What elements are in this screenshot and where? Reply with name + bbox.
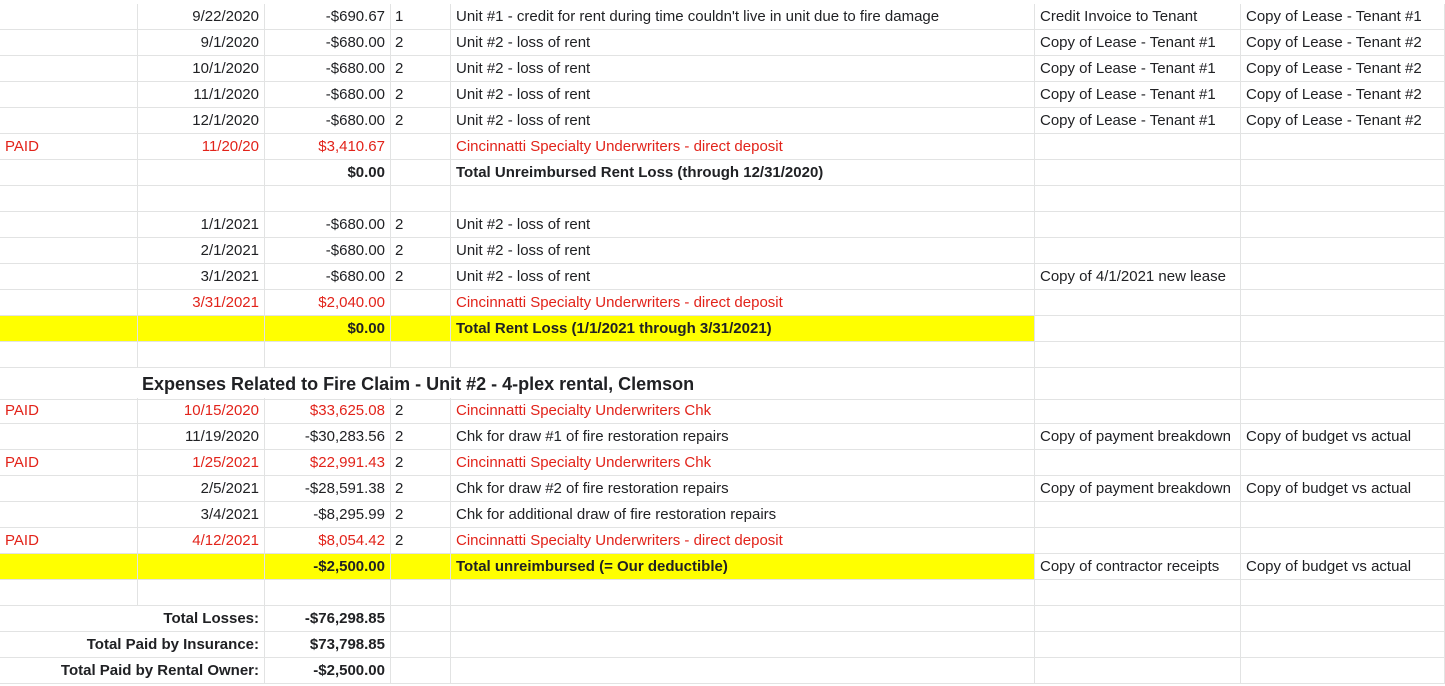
cell-amount[interactable]: -$680.00 bbox=[265, 264, 391, 290]
cell-date[interactable]: 1/1/2021 bbox=[138, 212, 265, 238]
cell-description[interactable]: Cincinnatti Specialty Underwriters - direct deposit bbox=[451, 134, 1035, 160]
paid-status[interactable]: PAID bbox=[0, 398, 138, 424]
cell-document-2[interactable] bbox=[1241, 238, 1445, 264]
cell-a[interactable] bbox=[0, 580, 138, 606]
cell-document-1[interactable] bbox=[1035, 316, 1241, 342]
table-row bbox=[0, 4, 1445, 30]
cell-unit[interactable] bbox=[391, 186, 451, 212]
cell-description[interactable] bbox=[451, 580, 1035, 606]
cell-a[interactable] bbox=[0, 30, 138, 56]
cell-unit[interactable] bbox=[391, 134, 451, 160]
subtotal-amount[interactable]: $0.00 bbox=[265, 160, 391, 186]
cell-unit[interactable] bbox=[391, 316, 451, 342]
cell-amount[interactable] bbox=[265, 580, 391, 606]
cell-description[interactable]: Unit #2 - loss of rent bbox=[451, 238, 1035, 264]
cell-unit[interactable] bbox=[391, 554, 451, 580]
cell-date[interactable]: 9/1/2020 bbox=[138, 30, 265, 56]
cell-amount[interactable]: $3,410.67 bbox=[265, 134, 391, 160]
cell-unit[interactable] bbox=[391, 290, 451, 316]
cell-document-2[interactable]: Copy of Lease - Tenant #2 bbox=[1241, 108, 1445, 134]
cell-unit[interactable]: 2 bbox=[391, 82, 451, 108]
total-paid-owner-value[interactable]: -$2,500.00 bbox=[265, 658, 391, 684]
cell-document-1[interactable]: Copy of Lease - Tenant #1 bbox=[1035, 30, 1241, 56]
cell-document-2[interactable] bbox=[1241, 290, 1445, 316]
cell-document-1[interactable] bbox=[1035, 342, 1241, 368]
cell-a[interactable] bbox=[0, 186, 138, 212]
cell-date[interactable] bbox=[138, 316, 265, 342]
cell-document-2[interactable] bbox=[1241, 450, 1445, 476]
cell-document-1[interactable]: Copy of payment breakdown bbox=[1035, 476, 1241, 502]
cell-document-1[interactable]: Credit Invoice to Tenant bbox=[1035, 4, 1241, 30]
section-heading: Expenses Related to Fire Claim - Unit #2 - 4-plex rental, Clemson bbox=[142, 373, 695, 394]
total-label-text: Total Paid by Rental Owner: bbox=[60, 662, 259, 679]
cell-a[interactable] bbox=[0, 316, 138, 342]
cell-document-1[interactable] bbox=[1035, 238, 1241, 264]
cell-unit[interactable]: 2 bbox=[391, 502, 451, 528]
cell-document-2[interactable] bbox=[1241, 316, 1445, 342]
cell-document-2[interactable]: Copy of Lease - Tenant #2 bbox=[1241, 56, 1445, 82]
cell-date[interactable]: 4/12/2021 bbox=[138, 528, 265, 554]
cell-document-2[interactable] bbox=[1241, 580, 1445, 606]
cell-document-2[interactable] bbox=[1241, 606, 1445, 632]
cell-amount[interactable]: -$690.67 bbox=[265, 4, 391, 30]
cell-document-2[interactable]: Copy of budget vs actual bbox=[1241, 424, 1445, 450]
cell-date[interactable]: 11/1/2020 bbox=[138, 82, 265, 108]
cell-amount[interactable]: -$680.00 bbox=[265, 212, 391, 238]
cell-document-2[interactable] bbox=[1241, 186, 1445, 212]
cell-document-1[interactable] bbox=[1035, 160, 1241, 186]
paid-status[interactable]: PAID bbox=[0, 134, 138, 160]
total-paid-insurance-label[interactable] bbox=[0, 632, 265, 658]
cell-description[interactable]: Unit #2 - loss of rent bbox=[451, 56, 1035, 82]
cell-description[interactable]: Chk for draw #2 of fire restoration repairs bbox=[451, 476, 1035, 502]
cell-amount[interactable]: $2,040.00 bbox=[265, 290, 391, 316]
cell-description[interactable]: Unit #2 - loss of rent bbox=[451, 264, 1035, 290]
cell-description[interactable]: Chk for draw #1 of fire restoration repairs bbox=[451, 424, 1035, 450]
cell-description[interactable] bbox=[451, 606, 1035, 632]
table-row bbox=[0, 502, 1445, 528]
cell-description[interactable]: Unit #2 - loss of rent bbox=[451, 30, 1035, 56]
cell-unit[interactable] bbox=[391, 606, 451, 632]
table-row bbox=[0, 186, 1445, 212]
table-row bbox=[0, 450, 1445, 476]
cell-description[interactable] bbox=[451, 632, 1035, 658]
cell-unit[interactable] bbox=[391, 632, 451, 658]
cell-description[interactable]: Cincinnatti Specialty Underwriters - direct deposit bbox=[451, 290, 1035, 316]
cell-date[interactable]: 10/15/2020 bbox=[138, 398, 265, 424]
cell-date[interactable] bbox=[138, 160, 265, 186]
total-losses-label[interactable] bbox=[0, 606, 265, 632]
cell-document-1[interactable] bbox=[1035, 290, 1241, 316]
cell-date[interactable]: 3/4/2021 bbox=[138, 502, 265, 528]
cell-a[interactable] bbox=[0, 368, 138, 400]
cell-unit[interactable]: 2 bbox=[391, 212, 451, 238]
cell-document-1[interactable] bbox=[1035, 368, 1241, 400]
cell-document-2[interactable] bbox=[1241, 160, 1445, 186]
cell-unit[interactable]: 2 bbox=[391, 56, 451, 82]
cell-document-1[interactable] bbox=[1035, 632, 1241, 658]
cell-date[interactable] bbox=[138, 554, 265, 580]
cell-a[interactable] bbox=[0, 502, 138, 528]
cell-document-1[interactable] bbox=[1035, 658, 1241, 684]
cell-date[interactable] bbox=[138, 342, 265, 368]
cell-a[interactable] bbox=[0, 476, 138, 502]
cell-description[interactable]: Cincinnatti Specialty Underwriters Chk bbox=[451, 450, 1035, 476]
table-row bbox=[0, 134, 1445, 160]
cell-document-1[interactable] bbox=[1035, 186, 1241, 212]
subtotal-label[interactable]: Total Unreimbursed Rent Loss (through 12/31/2020) bbox=[451, 160, 1035, 186]
table-row bbox=[0, 476, 1445, 502]
paid-status[interactable]: PAID bbox=[0, 528, 138, 554]
table-row bbox=[0, 160, 1445, 186]
cell-document-2[interactable] bbox=[1241, 502, 1445, 528]
cell-date[interactable]: 12/1/2020 bbox=[138, 108, 265, 134]
cell-document-1[interactable]: Copy of Lease - Tenant #1 bbox=[1035, 82, 1241, 108]
section-heading-row bbox=[0, 368, 1445, 400]
cell-a[interactable] bbox=[0, 342, 138, 368]
cell-document-2[interactable] bbox=[1241, 658, 1445, 684]
cell-date[interactable]: 3/31/2021 bbox=[138, 290, 265, 316]
cell-date[interactable]: 2/5/2021 bbox=[138, 476, 265, 502]
cell-amount[interactable] bbox=[265, 342, 391, 368]
cell-document-2[interactable] bbox=[1241, 134, 1445, 160]
cell-date[interactable]: 1/25/2021 bbox=[138, 450, 265, 476]
cell-document-2[interactable]: Copy of Lease - Tenant #1 bbox=[1241, 4, 1445, 30]
cell-description[interactable] bbox=[451, 186, 1035, 212]
cell-a[interactable] bbox=[0, 238, 138, 264]
cell-amount[interactable]: -$680.00 bbox=[265, 108, 391, 134]
cell-document-1[interactable] bbox=[1035, 502, 1241, 528]
cell-description[interactable] bbox=[451, 658, 1035, 684]
cell-document-2[interactable] bbox=[1241, 398, 1445, 424]
cell-amount[interactable]: $33,625.08 bbox=[265, 398, 391, 424]
table-row bbox=[0, 316, 1445, 342]
cell-unit[interactable]: 2 bbox=[391, 264, 451, 290]
cell-unit[interactable]: 1 bbox=[391, 4, 451, 30]
cell-a[interactable] bbox=[0, 56, 138, 82]
totals-row bbox=[0, 606, 1445, 632]
table-row bbox=[0, 398, 1445, 424]
cell-unit[interactable]: 2 bbox=[391, 476, 451, 502]
table-row bbox=[0, 424, 1445, 450]
cell-description[interactable]: Unit #2 - loss of rent bbox=[451, 212, 1035, 238]
cell-a[interactable] bbox=[0, 264, 138, 290]
cell-unit[interactable]: 2 bbox=[391, 108, 451, 134]
cell-a[interactable] bbox=[0, 108, 138, 134]
table-row bbox=[0, 212, 1445, 238]
cell-document-1[interactable]: Copy of Lease - Tenant #1 bbox=[1035, 108, 1241, 134]
table-row bbox=[0, 528, 1445, 554]
totals-row bbox=[0, 632, 1445, 658]
cell-document-1[interactable] bbox=[1035, 134, 1241, 160]
subtotal-amount[interactable]: $0.00 bbox=[265, 316, 391, 342]
cell-document-1[interactable] bbox=[1035, 606, 1241, 632]
cell-date[interactable]: 9/22/2020 bbox=[138, 4, 265, 30]
cell-amount[interactable]: $22,991.43 bbox=[265, 450, 391, 476]
cell-description[interactable]: Cincinnatti Specialty Underwriters Chk bbox=[451, 398, 1035, 424]
cell-document-2[interactable]: Copy of budget vs actual bbox=[1241, 476, 1445, 502]
cell-unit[interactable] bbox=[391, 658, 451, 684]
cell-unit[interactable]: 2 bbox=[391, 424, 451, 450]
cell-date[interactable]: 2/1/2021 bbox=[138, 238, 265, 264]
cell-a[interactable] bbox=[0, 82, 138, 108]
cell-date[interactable] bbox=[138, 580, 265, 606]
cell-date[interactable]: 3/1/2021 bbox=[138, 264, 265, 290]
table-row bbox=[0, 264, 1445, 290]
cell-a[interactable] bbox=[0, 554, 138, 580]
cell-amount[interactable]: -$30,283.56 bbox=[265, 424, 391, 450]
cell-amount[interactable] bbox=[265, 186, 391, 212]
cell-document-1[interactable] bbox=[1035, 398, 1241, 424]
cell-description[interactable]: Cincinnatti Specialty Underwriters - direct deposit bbox=[451, 528, 1035, 554]
cell-document-2[interactable] bbox=[1241, 264, 1445, 290]
cell-description[interactable] bbox=[451, 342, 1035, 368]
cell-a[interactable] bbox=[0, 160, 138, 186]
cell-document-1[interactable]: Copy of 4/1/2021 new lease bbox=[1035, 264, 1241, 290]
cell-unit[interactable] bbox=[391, 160, 451, 186]
table-row bbox=[0, 30, 1445, 56]
cell-amount[interactable]: $8,054.42 bbox=[265, 528, 391, 554]
cell-amount[interactable]: -$680.00 bbox=[265, 56, 391, 82]
cell-document-2[interactable]: Copy of Lease - Tenant #2 bbox=[1241, 82, 1445, 108]
cell-document-1[interactable] bbox=[1035, 580, 1241, 606]
cell-document-2[interactable] bbox=[1241, 342, 1445, 368]
total-paid-owner-label[interactable] bbox=[0, 658, 265, 684]
cell-document-1[interactable] bbox=[1035, 450, 1241, 476]
cell-document-1[interactable]: Copy of payment breakdown bbox=[1035, 424, 1241, 450]
cell-unit[interactable] bbox=[391, 580, 451, 606]
table-row bbox=[0, 108, 1445, 134]
cell-amount[interactable]: -$28,591.38 bbox=[265, 476, 391, 502]
cell-document-1[interactable] bbox=[1035, 212, 1241, 238]
cell-a[interactable] bbox=[0, 212, 138, 238]
table-row bbox=[0, 82, 1445, 108]
cell-amount[interactable]: -$680.00 bbox=[265, 238, 391, 264]
cell-document-1[interactable]: Copy of contractor receipts bbox=[1035, 554, 1241, 580]
table-row bbox=[0, 56, 1445, 82]
cell-date[interactable]: 11/19/2020 bbox=[138, 424, 265, 450]
cell-unit[interactable]: 2 bbox=[391, 238, 451, 264]
cell-amount[interactable]: -$680.00 bbox=[265, 82, 391, 108]
cell-a[interactable] bbox=[0, 424, 138, 450]
cell-date[interactable]: 11/20/20 bbox=[138, 134, 265, 160]
cell-date[interactable] bbox=[138, 186, 265, 212]
cell-date[interactable]: 10/1/2020 bbox=[138, 56, 265, 82]
cell-document-2[interactable]: Copy of Lease - Tenant #2 bbox=[1241, 30, 1445, 56]
cell-description[interactable]: Chk for additional draw of fire restoration repairs bbox=[451, 502, 1035, 528]
table-row bbox=[0, 290, 1445, 316]
table-row bbox=[0, 342, 1445, 368]
cell-unit[interactable]: 2 bbox=[391, 30, 451, 56]
cell-description[interactable]: Unit #2 - loss of rent bbox=[451, 82, 1035, 108]
subtotal-amount[interactable]: -$2,500.00 bbox=[265, 554, 391, 580]
table-row bbox=[0, 238, 1445, 264]
cell-document-2[interactable] bbox=[1241, 212, 1445, 238]
cell-unit[interactable]: 2 bbox=[391, 528, 451, 554]
total-paid-insurance-value[interactable]: $73,798.85 bbox=[265, 632, 391, 658]
totals-row bbox=[0, 658, 1445, 684]
cell-document-2[interactable] bbox=[1241, 632, 1445, 658]
cell-document-1[interactable] bbox=[1035, 528, 1241, 554]
cell-unit[interactable]: 2 bbox=[391, 398, 451, 424]
cell-document-2[interactable] bbox=[1241, 368, 1445, 400]
subtotal-label[interactable]: Total unreimbursed (= Our deductible) bbox=[451, 554, 1035, 580]
paid-status[interactable]: PAID bbox=[0, 450, 138, 476]
cell-document-2[interactable]: Copy of budget vs actual bbox=[1241, 554, 1445, 580]
cell-unit[interactable] bbox=[391, 342, 451, 368]
cell-a[interactable] bbox=[0, 4, 138, 30]
table-row bbox=[0, 580, 1445, 606]
total-label-text: Total Paid by Insurance: bbox=[86, 636, 259, 653]
cell-unit[interactable]: 2 bbox=[391, 450, 451, 476]
cell-amount[interactable]: -$680.00 bbox=[265, 30, 391, 56]
cell-document-2[interactable] bbox=[1241, 528, 1445, 554]
cell-amount[interactable]: -$8,295.99 bbox=[265, 502, 391, 528]
total-losses-value[interactable]: -$76,298.85 bbox=[265, 606, 391, 632]
cell-document-1[interactable]: Copy of Lease - Tenant #1 bbox=[1035, 56, 1241, 82]
total-label-text: Total Losses: bbox=[163, 610, 259, 627]
cell-description[interactable]: Unit #2 - loss of rent bbox=[451, 108, 1035, 134]
cell-a[interactable] bbox=[0, 290, 138, 316]
table-row bbox=[0, 554, 1445, 580]
cell-description[interactable]: Unit #1 - credit for rent during time couldn't live in unit due to fire damage bbox=[451, 4, 1035, 30]
subtotal-label[interactable]: Total Rent Loss (1/1/2021 through 3/31/2021) bbox=[451, 316, 1035, 342]
